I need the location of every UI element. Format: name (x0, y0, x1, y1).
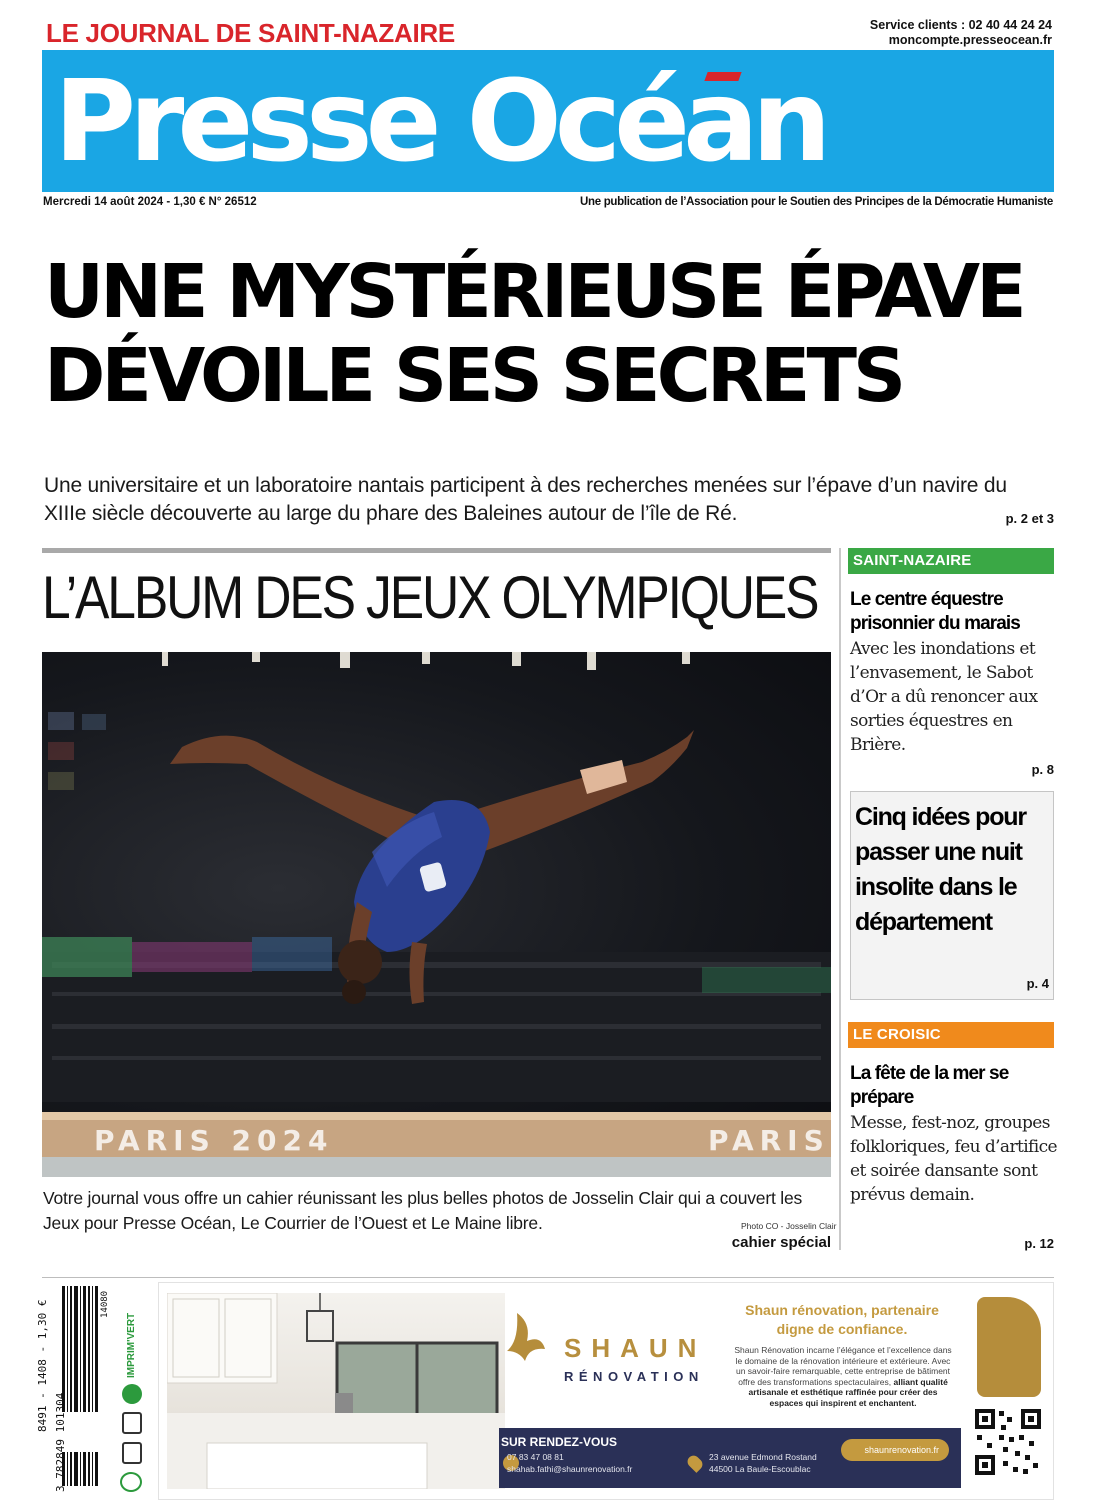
publisher-line: Une publication de l’Association pour le Soutien des Principes de la Démocratie Humaniste (579, 196, 1053, 208)
lead-intro: Une universitaire et un laboratoire nantais participent à des recherches menées sur l’épave d’un navire du XIIIe siècle découverte au large du phare des Baleines autour de l’île de Ré. (44, 474, 1007, 525)
sidebar-story1-body: Avec les inondations et l’envasement, le Sabot d’Or a dû renoncer aux sorties équestres en Brière. (850, 639, 1038, 755)
ad-address1: 23 avenue Edmond Rostand (709, 1452, 817, 1462)
gymnast-photo[interactable] (42, 652, 831, 1177)
kitchen-illustration (167, 1293, 505, 1489)
imprim-vert-label: IMPRIM'VERT (126, 1312, 137, 1378)
issue-code: 14080 (100, 1290, 110, 1318)
ad-text-bold: alliant qualité artisanale et esthétique raffinée pour créer des espaces qui inspirent et enchantent. (748, 1376, 948, 1408)
advertisement[interactable] (158, 1282, 1054, 1500)
beam-text-right: PARIS (708, 1124, 830, 1157)
lead-headline-line2: DÉVOILE SES SECRETS (44, 333, 903, 419)
ad-brand-sub: RÉNOVATION (564, 1369, 704, 1384)
sidebar-story2-body: Messe, fest-noz, groupes folkloriques, feu d’artifice et soirée dansante sont prévus demain. (850, 1113, 1057, 1205)
feature-box-page: p. 4 (1026, 976, 1049, 991)
special-section-label[interactable]: cahier spécial (731, 1234, 831, 1251)
barcode-digits: 3 782849 101304 (54, 1392, 67, 1492)
ad-address2: 44500 La Baule-Escoublac (709, 1464, 811, 1474)
recycle-bin-icon (122, 1412, 142, 1434)
sidebar-story1-page[interactable]: p. 8 (1031, 762, 1054, 777)
tag-le-croisic[interactable]: LE CROISIC (848, 1022, 1054, 1048)
barcode-area (36, 1282, 152, 1494)
album-title[interactable]: L’ALBUM DES JEUX OLYMPIQUES (42, 564, 818, 631)
ad-headline: Shaun rénovation, partenaire digne de confiance. (745, 1302, 939, 1337)
masthead-title: Presse Océan (54, 57, 825, 187)
photo-credit: Photo CO - Josselin Clair (741, 1221, 837, 1231)
leaf-icon (122, 1384, 142, 1404)
ad-text (731, 1345, 955, 1408)
service-phone: Service clients : 02 40 44 24 24 (869, 18, 1052, 32)
ad-phone[interactable]: 07 83 47 08 81 (507, 1452, 564, 1462)
ad-rdv: SUR RENDEZ-VOUS (501, 1435, 618, 1449)
ad-url-button[interactable]: shaunrenovation.fr (841, 1439, 949, 1461)
sidebar-story1-title[interactable]: Le centre équestre prisonnier du marais (850, 589, 1020, 634)
qr-code-icon[interactable] (973, 1407, 1043, 1477)
sidebar-story2-title[interactable]: La fête de la mer se prépare (850, 1063, 1009, 1108)
sidebar-feature-box[interactable] (850, 791, 1054, 1000)
section-rule (42, 548, 831, 553)
service-url[interactable]: moncompte.presseocean.fr (888, 33, 1052, 47)
lead-headline-line1: UNE MYSTÉRIEUSE ÉPAVE (44, 249, 1023, 335)
barcode-price: 8491 - 1408 - 1,30 € (36, 1299, 49, 1432)
gymnast-illustration (42, 652, 831, 1177)
shaun-logo-icon (507, 1313, 547, 1373)
ad-logo-shape (977, 1297, 1041, 1397)
footer-rule (42, 1277, 1054, 1278)
lead-headline[interactable] (44, 250, 1054, 418)
beam-text-left: PARIS 2024 (94, 1124, 334, 1157)
tag-saint-nazaire[interactable]: SAINT-NAZAIRE (848, 548, 1054, 574)
ad-brand: SHAUN (564, 1333, 707, 1363)
ad-kitchen-photo (167, 1293, 505, 1489)
dateline: Mercredi 14 août 2024 - 1,30 € N° 26512 (43, 196, 257, 208)
ad-text-regular: Shaun Rénovation incarne l’élégance et l’excellence dans le domaine de la rénovation intérieure et extérieure. Avec un savoir-faire remarquable, cette entreprise de bâtiment offre des transformations spectaculaires, (734, 1345, 952, 1387)
recycle-icon (120, 1472, 142, 1492)
feature-box-title: Cinq idées pour passer une nuit insolite dans le département (855, 803, 1026, 936)
sidebar-story2-page[interactable]: p. 12 (1024, 1236, 1054, 1251)
lead-page-ref[interactable]: p. 2 et 3 (1005, 511, 1054, 526)
sidebar-divider (839, 548, 841, 1250)
newspaper-subtitle: LE JOURNAL DE SAINT-NAZAIRE (46, 18, 455, 48)
paper-icon (122, 1442, 142, 1464)
barcode-icon (42, 1282, 102, 1494)
masthead (42, 50, 1054, 192)
ad-email[interactable]: shahab.fathi@shaunrenovation.fr (507, 1464, 633, 1474)
photo-caption: Votre journal vous offre un cahier réunissant les plus belles photos de Josselin Clair qui a couvert les Jeux pour Presse Océan, Le Courrier de l’Ouest et Le Maine libre. (43, 1188, 803, 1233)
service-clients (870, 18, 1052, 48)
